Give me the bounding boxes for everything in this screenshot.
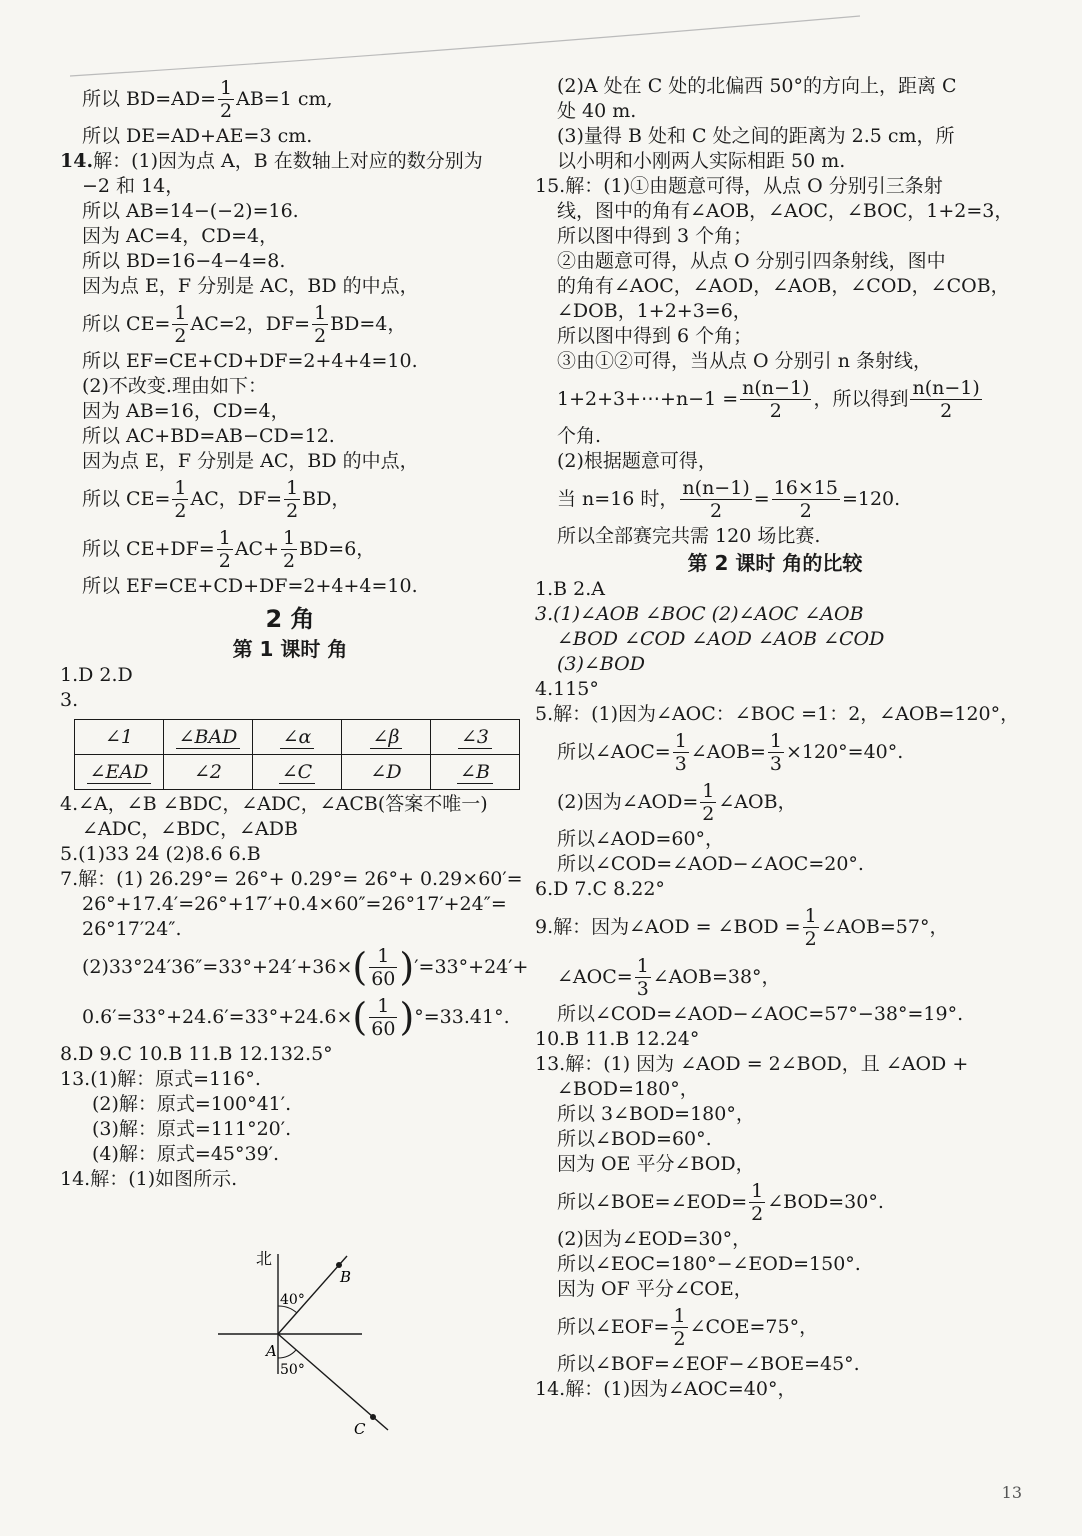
fraction: $\frac{1}{3}$: [636, 954, 649, 1000]
answer-5-aod: (2)因为∠AOD= $\frac{1}{2}$ ∠AOB，: [557, 779, 797, 825]
q14-sum-line: 所以 CE+DF= $\frac{1}{2}$ AC+ $\frac{1}{2}$ BD=6，: [82, 526, 376, 572]
answer-7-part2b: 0.6′=33°+24.6′=33°+24.6× ( $\frac{1}{60}$ ) °=33.41°.: [82, 994, 510, 1040]
table-cell: ∠D: [342, 755, 431, 790]
fraction: $\frac{n(n-1)}{2}$: [742, 376, 810, 422]
fraction: $\frac{1}{60}$: [371, 994, 396, 1040]
answer-line: ②由题意可得，从点 O 分别引四条射线，图中: [557, 250, 946, 272]
line-de: 所以 DE=AD+AE=3 cm.: [82, 125, 313, 147]
answer-line: 8.D 9.C 10.B 11.B 12.132.5°: [60, 1043, 333, 1065]
answer-line: 4.∠A，∠B ∠BDC，∠ADC，∠ACB(答案不唯一): [60, 793, 488, 815]
answer-line: 因为 OE 平分∠BOD，: [557, 1153, 755, 1175]
fraction: $\frac{1}{2}$: [174, 301, 187, 347]
answer-line: 所以图中得到 3 个角；: [557, 225, 753, 247]
fraction: $\frac{1}{2}$: [702, 779, 715, 825]
north-label: 北: [256, 1249, 273, 1268]
q14-line: 因为 AC=4，CD=4，: [82, 225, 279, 247]
answer-line: 26°+17.4′=26°+17′+0.4×60″=26°17′+24″=: [82, 893, 507, 915]
line-bd: 所以 BD=AD= $\frac{1}{2}$ AB=1 cm,: [82, 76, 333, 122]
table-row: [75, 720, 520, 755]
q14-line: −2 和 14，: [82, 175, 185, 197]
answer-line: 5.解：(1)因为∠AOC：∠BOC =1：2，∠AOB=120°，: [535, 703, 1020, 725]
answer-line: (4)解：原式=45°39′.: [92, 1143, 280, 1165]
answer-line: 所以∠EOC=180°−∠EOD=150°.: [557, 1253, 861, 1275]
q15-n16-line: 当 n=16 时， $\frac{n(n-1)}{2}$ = $\frac{16\times 15}{2}$ =120.: [557, 476, 901, 522]
table-cell: ∠β: [342, 720, 431, 755]
q14-line: 所以 EF=CE+CD+DF=2+4+4=10.: [82, 350, 418, 372]
answer-line: (2)A 处在 C 处的北偏西 50°的方向上，距离 C: [557, 75, 957, 97]
answer-line: 7.解：(1) 26.29°= 26°+ 0.29°= 26°+ 0.29×60′=: [60, 868, 523, 890]
answer-line: 13.(1)解：原式=116°.: [60, 1068, 261, 1090]
answer-line: (2)解：原式=100°41′.: [92, 1093, 292, 1115]
answer-line: (2)根据题意可得，: [557, 450, 717, 472]
fraction: $\frac{1}{3}$: [674, 729, 687, 775]
answer-line: 线，图中的角有∠AOB，∠AOC，∠BOC，1+2=3，: [557, 200, 1014, 222]
lesson-title: 第 2 课时 角的比较: [687, 551, 863, 575]
table-cell: ∠α: [253, 720, 342, 755]
fraction: $\frac{1}{60}$: [371, 944, 396, 990]
q14-line: 因为点 E，F 分别是 AC，BD 的中点，: [82, 450, 419, 472]
answer-13-boe: 所以∠BOE=∠EOD= $\frac{1}{2}$ ∠BOD=30°.: [557, 1179, 884, 1225]
page-number: 13: [1001, 1483, 1022, 1502]
fraction: $\frac{1}{2}$: [673, 1304, 686, 1350]
fraction: $\frac{1}{2}$: [174, 476, 187, 522]
answer-line: 1.D 2.D: [60, 664, 133, 686]
q14-line: 所以 EF=CE+CD+DF=2+4+4=10.: [82, 575, 418, 597]
answer-line: 15.解：(1)①由题意可得，从点 O 分别引三条射: [535, 175, 943, 197]
answer-9-a: 9.解：因为∠AOD = ∠BOD = $\frac{1}{2}$ ∠AOB=57°，: [535, 904, 949, 950]
point-b-label: B: [340, 1268, 352, 1286]
answer-line: 所以图中得到 6 个角；: [557, 325, 753, 347]
table-cell: ∠1: [75, 720, 164, 755]
table-cell: ∠3: [431, 720, 520, 755]
answer-line: ③由①②可得，当从点 O 分别引 n 条射线，: [557, 350, 932, 372]
answer-line: 26°17′24″.: [82, 918, 182, 940]
answer-line: 以小明和小刚两人实际相距 50 m.: [557, 150, 846, 172]
q14-line: 所以 BD=16−4−4=8.: [82, 250, 286, 272]
direction-diagram: [212, 1244, 402, 1444]
answer-line: (3)∠BOD: [557, 653, 645, 675]
lesson-title: 第 1 课时 角: [232, 637, 348, 661]
answer-line: (3)量得 B 处和 C 处之间的距离为 2.5 cm，所: [557, 125, 955, 147]
point-c-label: C: [354, 1420, 366, 1438]
answer-line: 所以∠AOD=60°，: [557, 828, 725, 850]
answer-line: 所以∠BOD=60°.: [557, 1128, 712, 1150]
answer-line: 所以∠COD=∠AOD−∠AOC=20°.: [557, 853, 864, 875]
angle-table: [74, 719, 520, 790]
fraction: $\frac{1}{2}$: [218, 526, 231, 572]
answer-line: 处 40 m.: [557, 100, 637, 122]
answer-5-aoc: 所以∠AOC= $\frac{1}{3}$ ∠AOB= $\frac{1}{3}$ ×120°=40°.: [557, 729, 904, 775]
answer-line: 10.B 11.B 12.24°: [535, 1028, 700, 1050]
angle-50-label: 50°: [280, 1362, 305, 1378]
answer-line: 因为 OF 平分∠COE，: [557, 1278, 753, 1300]
angle-40-label: 40°: [280, 1292, 305, 1308]
answer-line: 所以 3∠BOD=180°，: [557, 1103, 755, 1125]
point-a-label: A: [266, 1342, 277, 1360]
q14-line: 因为 AB=16，CD=4，: [82, 400, 290, 422]
answer-line: 3.: [60, 689, 79, 711]
answer-line: 6.D 7.C 8.22°: [535, 878, 665, 900]
fraction: $\frac{1}{2}$: [751, 1179, 764, 1225]
answer-9-b: ∠AOC= $\frac{1}{3}$ ∠AOB=38°，: [557, 954, 781, 1000]
fraction: $\frac{1}{2}$: [314, 301, 327, 347]
answer-line: 所以∠COD=∠AOD−∠AOC=57°−38°=19°.: [557, 1003, 964, 1025]
q14-line: 所以 AB=14−(−2)=16.: [82, 200, 299, 222]
table-cell: ∠C: [253, 755, 342, 790]
answer-7-part2: (2)33°24′36″=33°+24′+36× ( $\frac{1}{60}$ ) ′=33°+24′+: [82, 944, 529, 990]
table-cell: ∠B: [431, 755, 520, 790]
answer-line: 14.解：(1)如图所示.: [60, 1168, 238, 1190]
left-column: [60, 74, 529, 1192]
answer-line: 5.(1)33 24 (2)8.6 6.B: [60, 843, 261, 865]
answer-line: ∠BOD ∠COD ∠AOD ∠AOB ∠COD: [557, 628, 885, 650]
fraction: $\frac{n(n-1)}{2}$: [912, 376, 980, 422]
q14-line: 14.解：(1)因为点 A，B 在数轴上对应的数分别为: [60, 150, 483, 172]
answer-line: 所以∠BOF=∠EOF−∠BOE=45°.: [557, 1353, 860, 1375]
answer-line: ∠ADC，∠BDC，∠ADB: [82, 818, 298, 840]
fraction: $\frac{1}{2}$: [286, 476, 299, 522]
right-column: [535, 74, 1020, 1402]
answer-line: 13.解：(1) 因为 ∠AOD = 2∠BOD，且 ∠AOD +: [535, 1053, 969, 1075]
fraction: $\frac{n(n-1)}{2}$: [682, 476, 750, 522]
table-cell: ∠2: [164, 755, 253, 790]
fraction: $\frac{1}{2}$: [220, 76, 233, 122]
section-title: 2 角: [265, 605, 315, 633]
table-cell: ∠EAD: [75, 755, 164, 790]
answer-13-eof: 所以∠EOF= $\frac{1}{2}$ ∠COE=75°，: [557, 1304, 819, 1350]
q14-line: (2)不改变.理由如下：: [82, 375, 267, 397]
table-cell: ∠BAD: [164, 720, 253, 755]
answer-line: 所以全部赛完共需 120 场比赛.: [557, 525, 821, 547]
answer-line: ∠DOB，1+2+3=6，: [557, 300, 752, 322]
answer-line: ∠BOD=180°，: [557, 1078, 699, 1100]
answer-line: 的角有∠AOC，∠AOD，∠AOB，∠COD，∠COB，: [557, 275, 1010, 297]
fraction: $\frac{1}{2}$: [283, 526, 296, 572]
answer-line: 4.115°: [535, 678, 599, 700]
answer-line: (3)解：原式=111°20′.: [92, 1118, 292, 1140]
fraction: $\frac{1}{2}$: [804, 904, 817, 950]
fraction: $\frac{16\times 15}{2}$: [773, 476, 838, 522]
table-row: [75, 755, 520, 790]
fraction: $\frac{1}{3}$: [769, 729, 782, 775]
answer-line: 14.解：(1)因为∠AOC=40°，: [535, 1378, 797, 1400]
answer-line: 3.(1)∠AOB ∠BOC (2)∠AOC ∠AOB: [535, 603, 864, 625]
answer-line: (2)因为∠EOD=30°，: [557, 1228, 752, 1250]
q14-ce-line: 所以 CE= $\frac{1}{2}$ AC=2，DF= $\frac{1}{2}$ BD=4，: [82, 301, 407, 347]
q14-line: 因为点 E，F 分别是 AC，BD 的中点，: [82, 275, 419, 297]
answer-line: 个角.: [557, 425, 602, 447]
answer-line: 1.B 2.A: [535, 578, 605, 600]
q14-line: 所以 AC+BD=AB−CD=12.: [82, 425, 335, 447]
q15-sum-line: 1+2+3+⋯+n−1 = $\frac{n(n-1)}{2}$ ，所以得到 $\frac{n(n-1)}{2}$: [557, 376, 980, 422]
q14-ce2-line: 所以 CE= $\frac{1}{2}$ AC，DF= $\frac{1}{2}$ BD，: [82, 476, 351, 522]
